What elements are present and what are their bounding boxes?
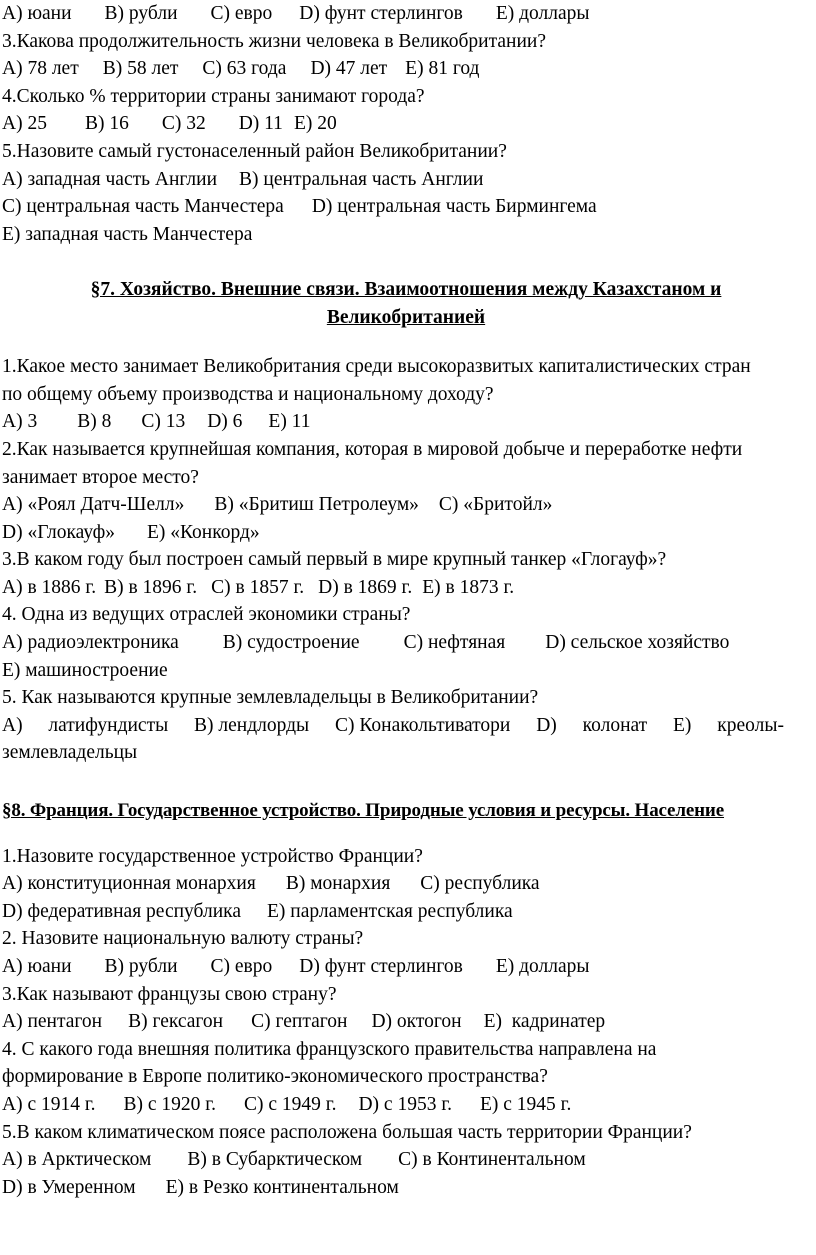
answer-option: C) нефтяная	[403, 632, 506, 654]
answer-option: D) фунт стерлингов	[299, 956, 463, 977]
answer-line	[2, 712, 784, 740]
answer-option: C) евро	[210, 3, 273, 24]
answer-option: E) западная часть Манчестера	[2, 223, 253, 245]
answer-option: D) 6	[207, 411, 243, 433]
answer-line	[2, 0, 814, 28]
answer-option: колонат	[582, 714, 648, 736]
section-heading-line: Великобританией	[326, 306, 486, 328]
answer-option: A) 3	[2, 411, 38, 433]
answer-option: D) центральная часть Бирмингема	[311, 196, 597, 218]
answer-option: D) в Умеренном	[2, 1176, 136, 1198]
answer-line	[2, 1146, 814, 1174]
answer-option: A) с 1914 г.	[2, 1093, 96, 1115]
question-text: 1.Назовите государственное устройство Франции?	[2, 845, 423, 867]
answer-line	[2, 1091, 814, 1119]
question-text: 4. Одна из ведущих отраслей экономики страны?	[2, 604, 411, 626]
answer-option: A) радиоэлектроника	[2, 632, 179, 654]
question-line: формирование в Европе политико-экономического пространства?	[2, 1066, 548, 1088]
section-heading-line: §8. Франция. Государственное устройство. Природные условия и ресурсы. Население	[2, 800, 725, 822]
answer-line	[2, 221, 814, 249]
answer-line	[2, 870, 814, 898]
answer-option: E) «Конкорд»	[146, 521, 260, 543]
answer-line	[2, 166, 814, 194]
answer-option: B) «Бритиш Петролеум»	[214, 494, 419, 516]
answer-option: B) 58 лет	[102, 58, 179, 80]
answer-option: B) 8	[77, 411, 112, 433]
answer-option: C) евро	[210, 956, 273, 977]
spacer	[2, 825, 814, 843]
answer-option: A) 25	[2, 113, 47, 135]
answer-line	[2, 898, 814, 926]
answer-option: E)	[673, 714, 692, 736]
answer-line	[2, 1174, 814, 1202]
answer-option: C) «Бритойл»	[438, 494, 553, 516]
answer-line	[2, 408, 814, 436]
question-line: занимает второе место?	[2, 466, 199, 488]
answer-option: B) монархия	[285, 873, 391, 895]
section-heading	[2, 276, 814, 331]
answer-option: C) 13	[141, 411, 186, 433]
answer-option: C) республика	[420, 873, 540, 895]
answer-option: C) центральная часть Манчестера	[2, 196, 284, 218]
answer-option: C) 32	[161, 113, 206, 135]
answer-option: E) парламентская республика	[266, 900, 513, 922]
answer-option: D) с 1953 г.	[358, 1093, 452, 1115]
answer-option: креолы-	[717, 714, 784, 736]
answer-option: B) 16	[84, 113, 129, 135]
answer-option: E) в Резко континентальном	[165, 1176, 399, 1198]
spacer	[2, 331, 814, 353]
answer-option: E) доллары	[495, 3, 590, 24]
answer-option: D) сельское хозяйство	[545, 632, 730, 654]
answer-option: E) 11	[268, 411, 311, 433]
answer-option: D) в 1869 г.	[318, 576, 413, 598]
question-line: 4. С какого года внешняя политика французского правительства направлена на	[2, 1038, 657, 1060]
answer-line	[2, 491, 814, 519]
answer-option: C) в Континентальном	[398, 1149, 586, 1171]
answer-option: B) гексагон	[128, 1011, 224, 1033]
question-line: 1.Какое место занимает Великобритания среди высокоразвитых капиталистических стран	[2, 356, 751, 378]
answer-option: E) кадринатер	[483, 1011, 606, 1033]
answer-option: A) в Арктическом	[2, 1149, 152, 1171]
answer-line	[2, 1008, 814, 1036]
question-text: 5.В каком климатическом поясе расположена большая часть территории Франции?	[2, 1121, 692, 1143]
question-text: 4.Сколько % территории страны занимают города?	[2, 85, 425, 107]
answer-option: C) 63 года	[202, 58, 287, 80]
answer-option: E) доллары	[495, 956, 590, 977]
answer-line	[2, 739, 814, 767]
answer-option: A) юани	[2, 956, 72, 977]
answer-option: D) 47 лет	[310, 58, 388, 80]
answer-option: E) в 1873 г.	[422, 576, 515, 598]
answer-option: E) 20	[293, 113, 337, 135]
answer-option: E) 81 год	[405, 58, 480, 80]
question-text: 5.Назовите самый густонаселенный район Великобритании?	[2, 140, 507, 162]
answer-option: C) в 1857 г.	[211, 576, 305, 598]
answer-option: D)	[536, 714, 557, 736]
answer-option: A) в 1886 г.	[2, 576, 97, 598]
answer-option: A) 78 лет	[2, 58, 79, 80]
answer-line	[2, 55, 814, 83]
question-text: 3.В каком году был построен самый первый в мире крупный танкер «Глогауф»?	[2, 549, 667, 571]
answer-option: C) гептагон	[251, 1011, 348, 1033]
answer-line	[2, 193, 814, 221]
answer-option: D) федеративная республика	[2, 900, 241, 922]
answer-option: D) «Глокауф»	[2, 521, 115, 543]
question-line: 2.Как называется крупнейшая компания, которая в мировой добыче и переработке нефти	[2, 438, 743, 460]
answer-option: B) судостроение	[222, 632, 360, 654]
section-heading	[2, 797, 814, 825]
answer-line	[2, 110, 814, 138]
answer-option: B) в 1896 г.	[104, 576, 198, 598]
answer-option: B) рубли	[104, 3, 178, 24]
answer-option: B) в Субарктическом	[187, 1149, 363, 1171]
answer-option: A) «Роял Датч-Шелл»	[2, 494, 185, 516]
answer-option: A) юани	[2, 3, 72, 24]
answer-line	[2, 574, 814, 602]
question-text	[2, 436, 814, 491]
answer-option: A)	[2, 714, 23, 736]
answer-option: землевладельцы	[2, 742, 138, 764]
question-text	[2, 353, 814, 408]
question-text: 3.Какова продолжительность жизни человека в Великобритании?	[2, 30, 546, 52]
answer-option: C) Конакольтиватори	[335, 714, 511, 736]
spacer	[2, 248, 814, 276]
answer-line	[2, 657, 814, 685]
answer-option: E) машиностроение	[2, 659, 168, 681]
answer-option: D) фунт стерлингов	[299, 3, 463, 24]
answer-option: B) с 1920 г.	[123, 1093, 216, 1115]
question-line: по общему объему производства и национальному доходу?	[2, 383, 494, 405]
answer-option: латифундисты	[48, 714, 169, 736]
answer-option: A) пентагон	[2, 1011, 103, 1033]
answer-option: B) центральная часть Англии	[239, 168, 484, 190]
answer-option: A) конституционная монархия	[2, 873, 256, 895]
answer-option: C) с 1949 г.	[244, 1093, 337, 1115]
answer-line	[2, 519, 814, 547]
spacer	[2, 767, 814, 797]
answer-option: B) рубли	[104, 956, 178, 977]
answer-option: A) западная часть Англии	[2, 168, 218, 190]
question-text: 3.Как называют французы свою страну?	[2, 983, 337, 1005]
answer-option: D) 11	[238, 113, 283, 135]
answer-line	[2, 953, 814, 981]
question-text: 2. Назовите национальную валюту страны?	[2, 928, 364, 950]
answer-option: E) с 1945 г.	[480, 1093, 572, 1115]
question-text	[2, 1036, 814, 1091]
answer-option: D) октогон	[371, 1011, 462, 1033]
answer-line	[2, 629, 814, 657]
answer-option: B) лендлорды	[194, 714, 310, 736]
question-text: 5. Как называются крупные землевладельцы в Великобритании?	[2, 687, 539, 709]
section-heading-line: §7. Хозяйство. Внешние связи. Взаимоотношения между Казахстаном и	[90, 278, 722, 300]
